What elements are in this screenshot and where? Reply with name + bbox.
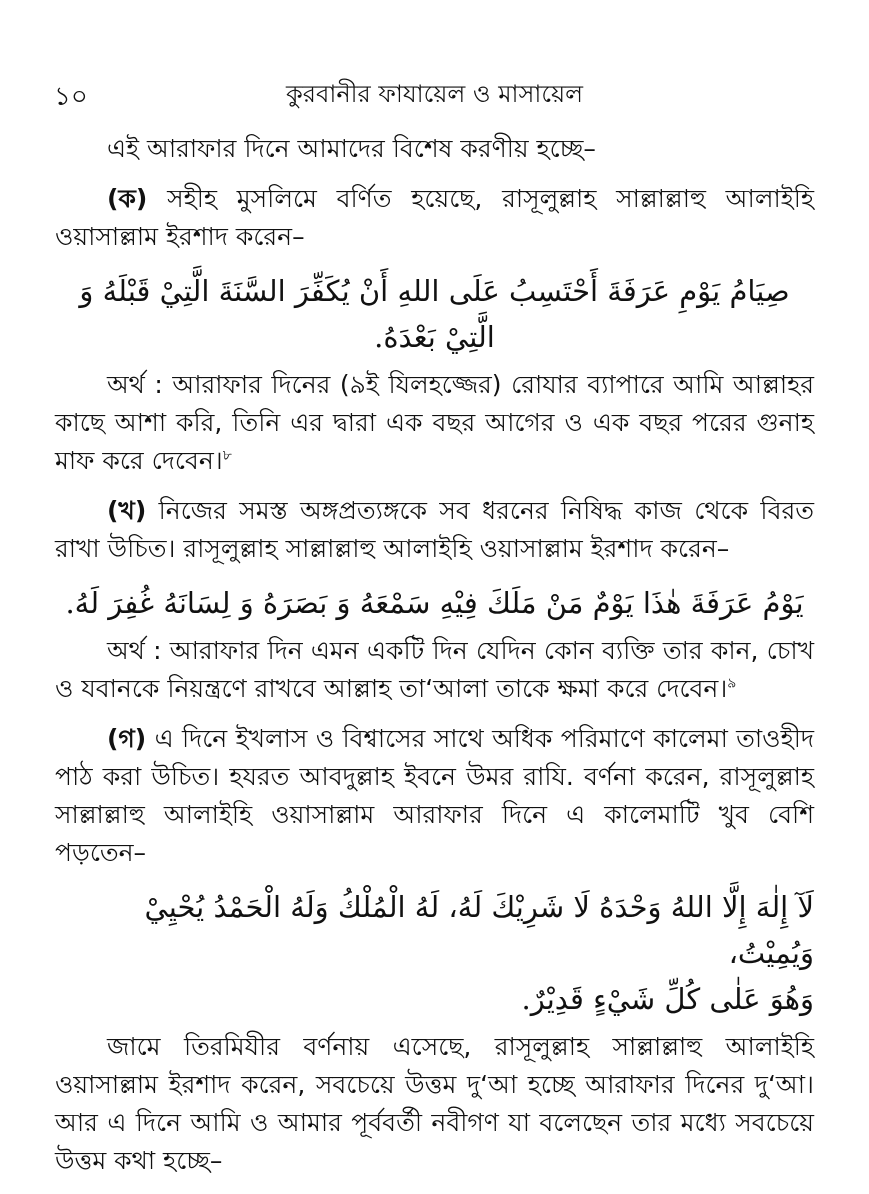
page-header <box>48 72 821 112</box>
section-ga-paragraph <box>55 720 814 872</box>
section-kha-label: (খ) <box>107 496 147 525</box>
meaning-label: অর্থ : <box>107 370 163 399</box>
page-number: ১০ <box>54 82 88 112</box>
section-ka-paragraph <box>55 180 814 256</box>
footnote-marker: ৯ <box>727 675 737 692</box>
section-ga-text: এ দিনে ইখলাস ও বিশ্বাসের সাথে অধিক পরিমাণে কালেমা তাওহীদ পাঠ করা উচিত। হযরত আবদুল্লাহ ইবনে উমর রাযি. বর্ণনা করেন, রাসূলুল্লাহ সাল্লাল্লাহু আলাইহি ওয়াসাল্লাম আরাফার দিনে এ কালেমাটি খুব বেশি পড়তেন– <box>55 724 814 867</box>
footnote-marker: ৮ <box>222 447 232 464</box>
closing-paragraph: জামে তিরমিযীর বর্ণনায় এসেছে, রাসূলুল্লাহ সাল্লাল্লাহু আলাইহি ওয়াসাল্লাম ইরশাদ করেন, সবচেয়ে উত্তম দু‘আ হচ্ছে আরাফার দিনের দু‘আ। আর এ দিনে আমি ও আমার পূর্ববর্তী নবীগণ যা বলেছেন তার মধ্যে সবচেয়ে উত্তম কথা হচ্ছে– <box>55 1032 814 1175</box>
running-title: কুরবানীর ফাযায়েল ও মাসায়েল <box>286 80 583 108</box>
page-body <box>55 130 814 1180</box>
section-ka-arabic: صِيَامُ يَوْمِ عَرَفَةَ أَحْتَسِبُ عَلَى اللهِ أَنْ يُكَفِّرَ السَّنَةَ الَّتِيْ قَبْلَهُ وَ الَّتِيْ بَعْدَهُ. <box>79 274 790 354</box>
arabic-line: وَهُوَ عَلٰى كُلِّ شَيْءٍ قَدِيْرٌ. <box>521 982 814 1016</box>
meaning-text: আরাফার দিনের (৯ই যিলহজ্জের) রোযার ব্যাপারে আমি আল্লাহর কাছে আশা করি, তিনি এর দ্বারা এক বছর আগের ও এক বছর পরের গুনাহ মাফ করে দেবেন। <box>55 370 815 475</box>
arabic-line: لَآ إِلٰهَ إِلَّا اللهُ وَحْدَهُ لَا شَرِيْكَ لَهُ، لَهُ الْمُلْكُ وَلَهُ الْحَمْدُ يُحْيِيْ وَيُمِيْتُ، <box>144 890 814 970</box>
section-kha-arabic: يَوْمُ عَرَفَةَ هٰذَا يَوْمٌ مَنْ مَلَكَ فِيْهِ سَمْعَهُ وَ بَصَرَهُ وَ لِسَانَهُ غُفِرَ لَهُ. <box>65 586 804 620</box>
intro-paragraph: এই আরাফার দিনে আমাদের বিশেষ করণীয় হচ্ছে– <box>107 134 596 163</box>
section-ka-text: সহীহ মুসলিমে বর্ণিত হয়েছে, রাসূলুল্লাহ সাল্লাল্লাহু আলাইহি ওয়াসাল্লাম ইরশাদ করেন– <box>55 184 814 251</box>
section-kha-paragraph <box>55 492 814 568</box>
meaning-label: অর্থ : <box>107 636 162 665</box>
section-kha-text: নিজের সমস্ত অঙ্গপ্রত্যঙ্গকে সব ধরনের নিষিদ্ধ কাজ থেকে বিরত রাখা উচিত। রাসূলুল্লাহ সাল্লাল্লাহু আলাইহি ওয়াসাল্লাম ইরশাদ করেন– <box>55 496 815 563</box>
section-ga-arabic <box>55 884 814 1022</box>
section-ka-label: (ক) <box>107 184 148 213</box>
section-ga-label: (গ) <box>107 724 147 753</box>
section-ka-meaning <box>55 366 814 480</box>
meaning-text: আরাফার দিন এমন একটি দিন যেদিন কোন ব্যক্তি তার কান, চোখ ও যবানকে নিয়ন্ত্রণে রাখবে আল্লাহ তা‘আলা তাকে ক্ষমা করে দেবেন। <box>55 636 814 703</box>
section-kha-meaning <box>55 632 814 708</box>
